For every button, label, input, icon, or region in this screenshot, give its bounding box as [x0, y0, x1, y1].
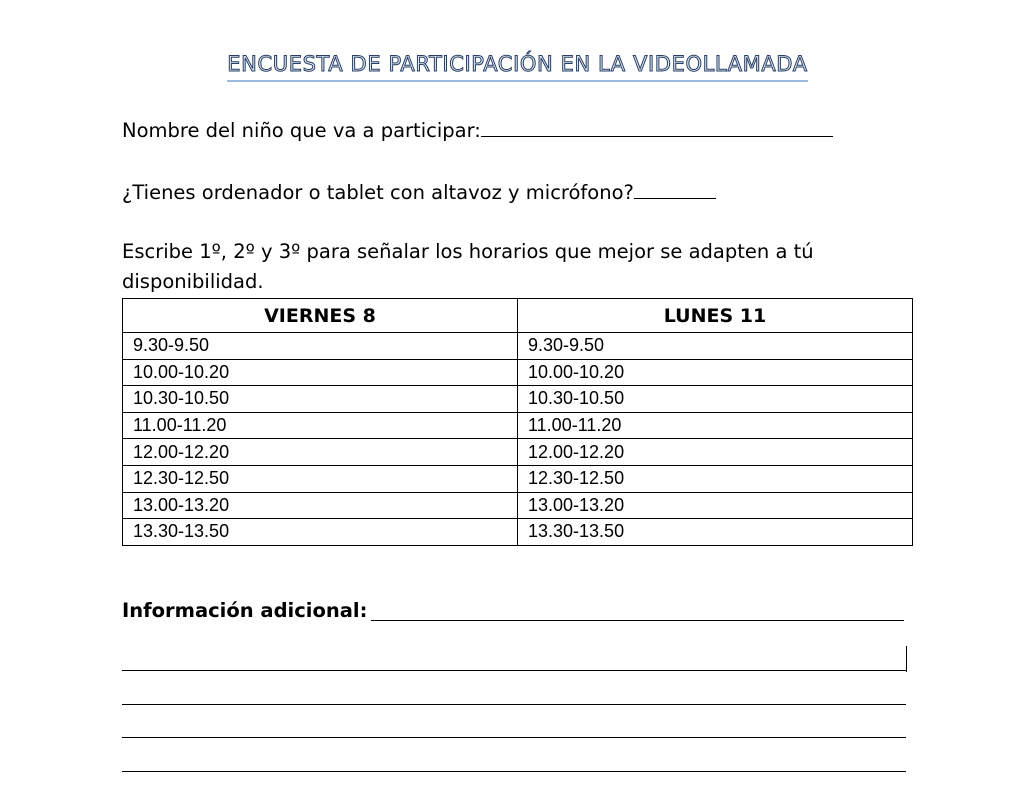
instructions-line-2: disponibilidad. [122, 270, 264, 293]
schedule-header-row [123, 299, 913, 333]
viernes-slot[interactable]: 10.00-10.20 [123, 359, 518, 386]
ordenador-label: ¿Tienes ordenador o tablet con altavoz y micrófono? [122, 181, 634, 204]
nombre-field-row [122, 116, 833, 142]
nombre-label: Nombre del niño que va a participar: [122, 119, 481, 142]
nombre-blank-line[interactable] [481, 116, 833, 137]
viernes-slot[interactable]: 13.30-13.50 [123, 519, 518, 546]
table-row [123, 492, 913, 519]
instructions-line-1: Escribe 1º, 2º y 3º para señalar los horarios que mejor se adapten a tú [122, 240, 814, 263]
header-lunes: LUNES 11 [518, 299, 913, 333]
ordenador-field-row [122, 178, 716, 204]
lunes-slot[interactable]: 12.00-12.20 [518, 439, 913, 466]
info-blank-line[interactable] [122, 737, 906, 738]
survey-title [0, 52, 1035, 78]
viernes-slot[interactable]: 9.30-9.50 [123, 333, 518, 360]
schedule-table [122, 298, 913, 546]
viernes-slot[interactable]: 10.30-10.50 [123, 386, 518, 413]
table-row [123, 439, 913, 466]
lunes-slot[interactable]: 12.30-12.50 [518, 465, 913, 492]
table-row [123, 386, 913, 413]
text-cursor [906, 646, 907, 672]
info-blank-line[interactable] [122, 704, 906, 705]
info-blank-line[interactable] [122, 771, 906, 772]
lunes-slot[interactable]: 9.30-9.50 [518, 333, 913, 360]
table-row [123, 465, 913, 492]
ordenador-blank-line[interactable] [634, 178, 716, 199]
viernes-slot[interactable]: 13.00-13.20 [123, 492, 518, 519]
info-blank-line[interactable] [371, 620, 904, 621]
table-row [123, 412, 913, 439]
lunes-slot[interactable]: 11.00-11.20 [518, 412, 913, 439]
lunes-slot[interactable]: 10.30-10.50 [518, 386, 913, 413]
lunes-slot[interactable]: 10.00-10.20 [518, 359, 913, 386]
viernes-slot[interactable]: 12.30-12.50 [123, 465, 518, 492]
survey-title-text: ENCUESTA DE PARTICIPACIÓN EN LA VIDEOLLAMADA [227, 52, 808, 76]
lunes-slot[interactable]: 13.30-13.50 [518, 519, 913, 546]
header-viernes: VIERNES 8 [123, 299, 518, 333]
table-row [123, 333, 913, 360]
info-adicional-label: Información adicional: [122, 599, 368, 622]
viernes-slot[interactable]: 12.00-12.20 [123, 439, 518, 466]
lunes-slot[interactable]: 13.00-13.20 [518, 492, 913, 519]
info-blank-line[interactable] [122, 670, 906, 671]
viernes-slot[interactable]: 11.00-11.20 [123, 412, 518, 439]
table-row [123, 519, 913, 546]
table-row [123, 359, 913, 386]
